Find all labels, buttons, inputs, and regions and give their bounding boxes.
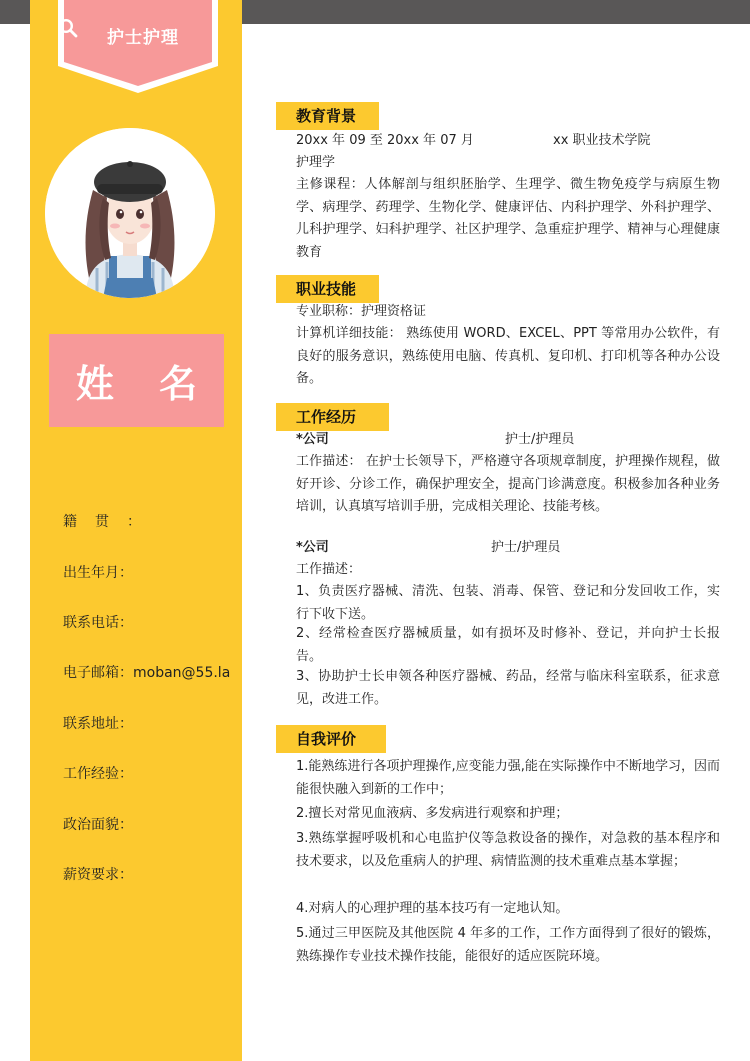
job-description: 工作描述： 在护士长领导下，严格遵守各项规章制度，护理操作规程，做好开诊、分诊工作，确保护理安全，提高门诊满意度。积极参加各种业务培训，认真填写培训手册，完成相关理论、技能考核。 [296,454,720,514]
avatar-illustration [45,128,215,298]
skills-computer: 计算机详细技能： 熟练使用 WORD、EXCEL、PPT 等常用办公软件，有良好的服务意识，熟练使用电脑、传真机、复印机、打印机等各种办公设备。 [296,326,720,386]
job-duty-item: 3、协助护士长申领各种医疗器械、药品，经常与临床科室联系，征求意见，改进工作。 [296,669,720,707]
email-value: moban@55.la [133,665,231,681]
info-label: 工作经验： [63,766,133,782]
info-label: 薪资要求： [63,867,133,883]
info-label: 籍贯： [63,514,159,530]
info-label: 电子邮箱： [63,665,133,681]
info-salary [63,864,133,884]
edu-courses: 主修课程：人体解剖与组织胚胎学、生理学、微生物免疫学与病原生物学、病理学、药理学、生物化学、健康评估、内科护理学、外科护理学、儿科护理学、妇科护理学、社区护理学、急重症护理学、精神与心理健康教育 [296,177,720,260]
job-duty-item: 1、负责医疗器械、清洗、包装、消毒、保管、登记和分发回收工作，实行下收下送。 [296,584,720,622]
edu-period: 20xx 年 09 至 20xx 年 07 月 [296,133,474,148]
section-title-work: 工作经历 [276,403,389,431]
job-company: *公司 [296,540,329,555]
info-birth [63,562,133,582]
info-label: 出生年月： [63,565,133,581]
section-title-skills: 职业技能 [276,275,379,303]
person-name: 姓 名 [75,362,214,406]
section-title-self-eval: 自我评价 [276,725,386,753]
job-duty-item: 2、经常检查医疗器械质量，如有损坏及时修补、登记，并向护士长报告。 [296,626,720,664]
info-experience [63,763,133,783]
banner-title: 护士护理 [107,27,179,48]
name-box [49,334,224,427]
job-position: 护士/护理员 [491,540,561,555]
search-icon [58,18,78,38]
info-label: 政治面貌： [63,817,133,833]
info-hometown [63,511,159,531]
job-description-label: 工作描述： [296,562,362,577]
edu-school: xx 职业技术学院 [553,133,651,148]
self-eval-item: 1.能熟练进行各项护理操作,应变能力强,能在实际操作中不断地学习，因而能很快融入到新的工作中； [296,759,720,797]
self-eval-item: 3.熟练掌握呼吸机和心电监护仪等急救设备的操作，对急救的基本程序和技术要求，以及危重病人的护理、病情监测的技术重难点基本掌握； [296,831,720,869]
edu-major: 护理学 [296,155,336,170]
self-eval-item: 4.对病人的心理护理的基本技巧有一定地认知。 [296,901,569,916]
info-politics [63,814,133,834]
job-company: *公司 [296,432,329,447]
self-eval-item: 2.擅长对常见血液病、多发病进行观察和护理； [296,806,569,821]
job-position: 护士/护理员 [505,432,575,447]
info-email [63,662,230,682]
info-label: 联系地址： [63,716,133,732]
section-title-education: 教育背景 [276,102,379,130]
avatar [45,128,215,298]
info-label: 联系电话： [63,615,133,631]
info-phone [63,612,133,632]
self-eval-item: 5.通过三甲医院及其他医院 4 年多的工作，工作方面得到了很好的锻炼，熟练操作专业技术操作技能，能很好的适应医院环境。 [296,926,720,964]
info-address [63,713,133,733]
skills-cert: 专业职称：护理资格证 [296,304,427,319]
header-banner [58,0,218,95]
